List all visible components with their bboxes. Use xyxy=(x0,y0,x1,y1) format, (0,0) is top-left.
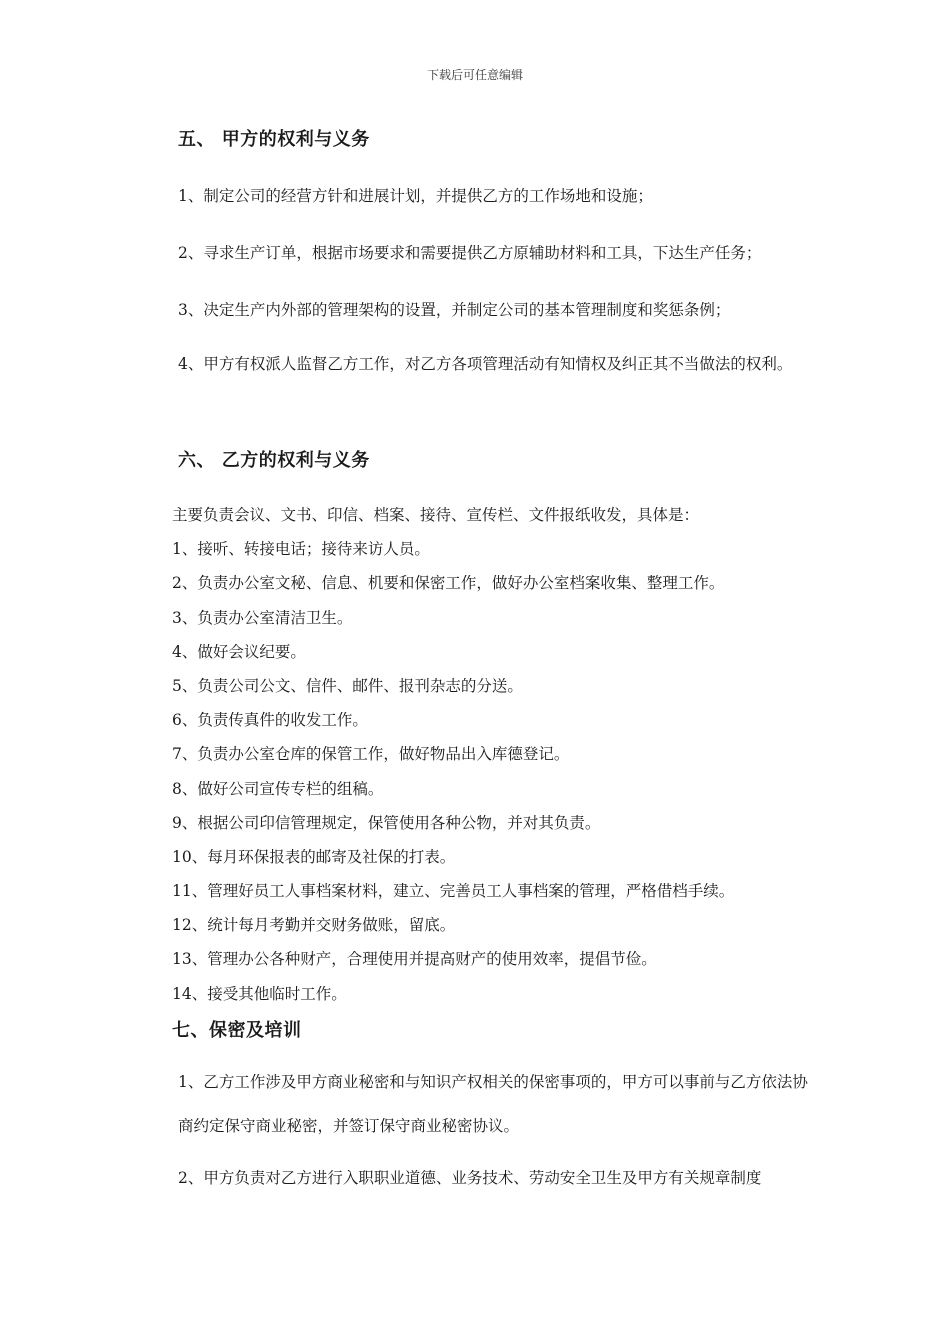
list-item: 13、管理办公各种财产，合理使用并提高财产的使用效率，提倡节俭。 xyxy=(172,950,657,969)
list-item: 12、统计每月考勤并交财务做账，留底。 xyxy=(172,916,456,935)
section-7-heading: 七、保密及培训 xyxy=(172,1020,302,1041)
list-item: 2、负责办公室文秘、信息、机要和保密工作，做好办公室档案收集、整理工作。 xyxy=(172,574,725,593)
list-item: 5、负责公司公文、信件、邮件、报刊杂志的分送。 xyxy=(172,676,523,695)
section-6-heading: 六、 乙方的权利与义务 xyxy=(178,450,370,471)
list-item: 11、管理好员工人事档案材料，建立、完善员工人事档案的管理，严格借档手续。 xyxy=(172,882,735,901)
section-5-item-1: 1、制定公司的经营方针和进展计划，并提供乙方的工作场地和设施； xyxy=(178,187,653,205)
section-5-heading: 五、 甲方的权利与义务 xyxy=(178,129,370,150)
list-item: 1、接听、转接电话；接待来访人员。 xyxy=(172,540,430,559)
list-item: 7、负责办公室仓库的保管工作，做好物品出入库德登记。 xyxy=(172,745,570,764)
section-6-intro: 主要负责会议、文书、印信、档案、接待、宣传栏、文件报纸收发，具体是： xyxy=(172,506,700,524)
list-item: 9、根据公司印信管理规定，保管使用各种公物，并对其负责。 xyxy=(172,813,601,832)
list-item: 6、负责传真件的收发工作。 xyxy=(172,711,368,730)
section-5-item-4: 4、甲方有权派人监督乙方工作，对乙方各项管理活动有知情权及纠正其不当做法的权利。 xyxy=(178,355,793,373)
list-item: 8、做好公司宣传专栏的组稿。 xyxy=(172,779,384,798)
page-header-note: 下载后可任意编辑 xyxy=(426,68,523,82)
list-item: 10、每月环保报表的邮寄及社保的打表。 xyxy=(172,847,456,866)
list-item: 3、负责办公室清洁卫生。 xyxy=(172,608,353,627)
section-5-item-3: 3、决定生产内外部的管理架构的设置，并制定公司的基本管理制度和奖惩条例； xyxy=(178,301,731,319)
list-item: 14、接受其他临时工作。 xyxy=(172,984,347,1003)
section-5-item-2: 2、寻求生产订单，根据市场要求和需要提供乙方原辅助材料和工具，下达生产任务； xyxy=(178,244,762,262)
section-6-list xyxy=(172,498,734,1011)
section-7-item-1: 1、乙方工作涉及甲方商业秘密和与知识产权相关的保密事项的，甲方可以事前与乙方依法协商约定保守商业秘密，并签订保守商业秘密协议。 xyxy=(178,1073,808,1135)
section-7-item-2: 2、甲方负责对乙方进行入职职业道德、业务技术、劳动安全卫生及甲方有关规章制度 xyxy=(178,1169,762,1187)
list-item: 4、做好会议纪要。 xyxy=(172,642,306,661)
